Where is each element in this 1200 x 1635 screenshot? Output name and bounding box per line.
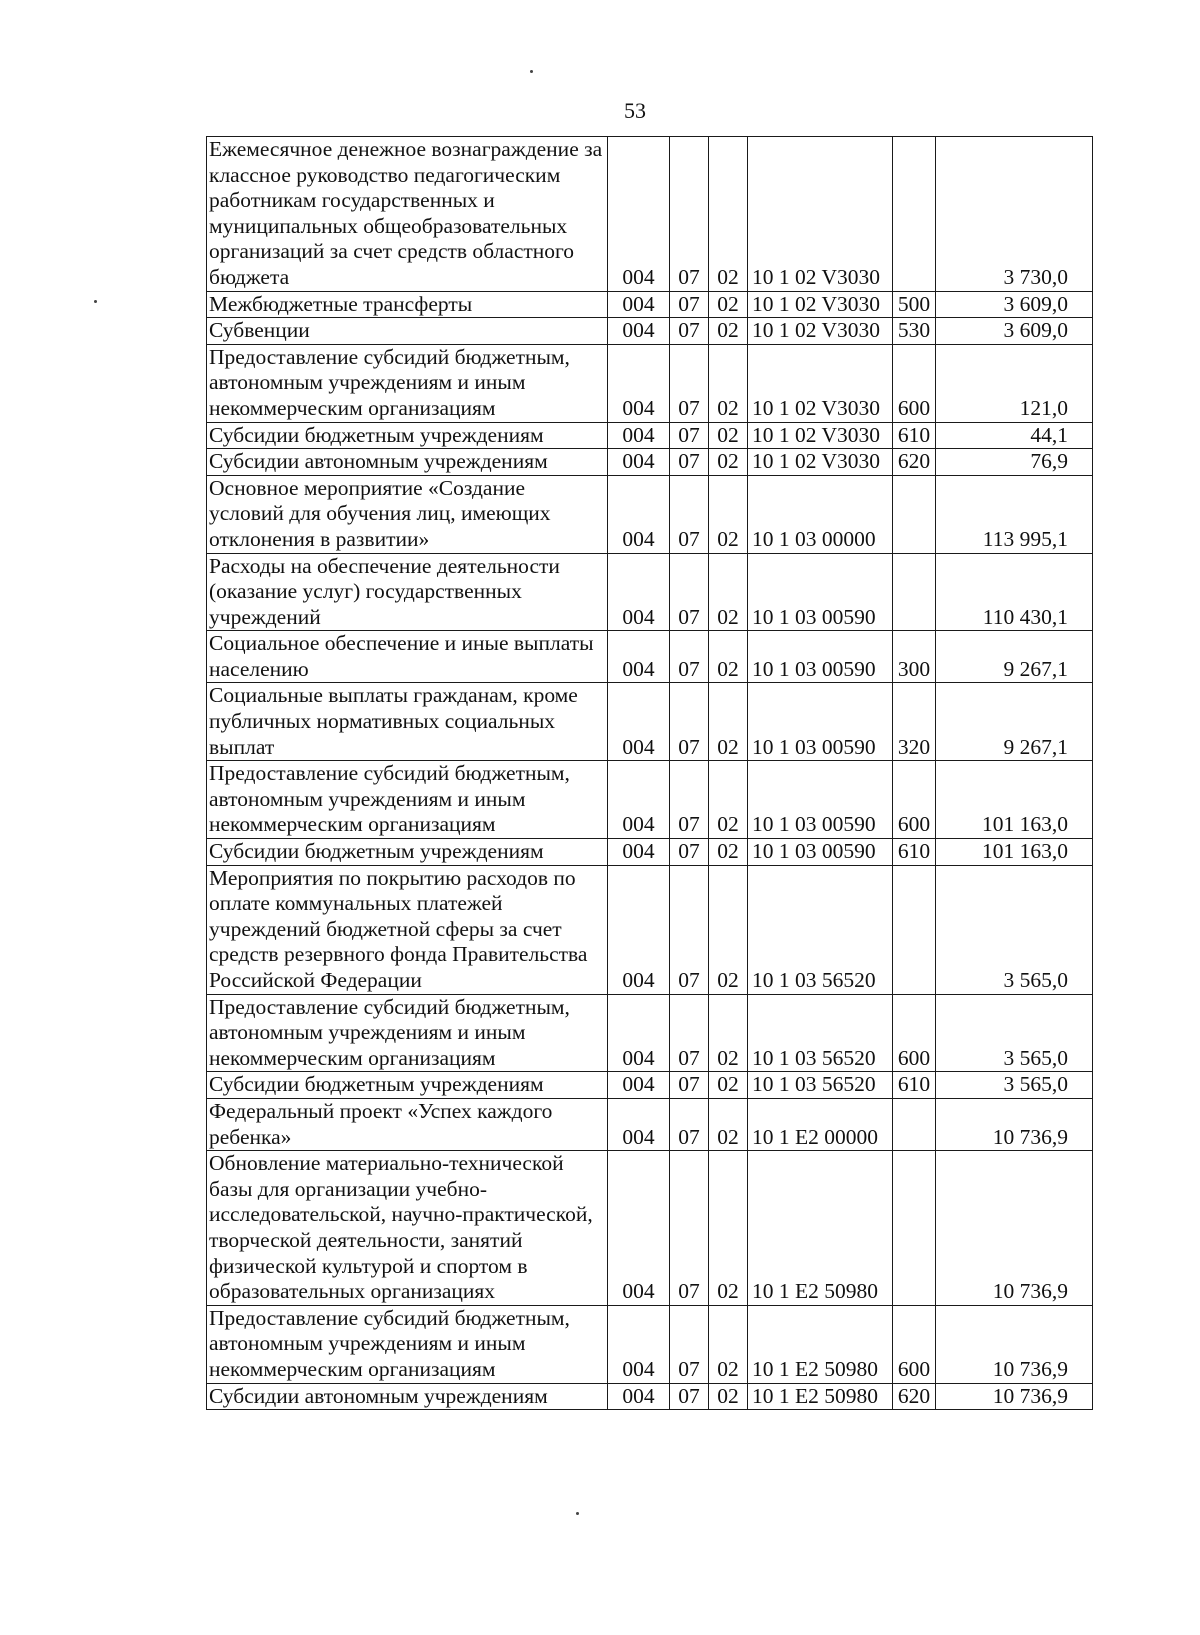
cell-sum: 3 609,0: [936, 318, 1093, 345]
cell-sum: 10 736,9: [936, 1305, 1093, 1383]
table-row: [207, 1098, 1093, 1150]
cell-rz: 07: [670, 839, 709, 866]
table-row: [207, 631, 1093, 683]
cell-name: Социальные выплаты гражданам, кроме публичных нормативных социальных выплат: [207, 683, 608, 761]
cell-csr: 10 1 03 56520: [748, 994, 893, 1072]
cell-rz: 07: [670, 1098, 709, 1150]
cell-csr: 10 1 E2 50980: [748, 1151, 893, 1306]
cell-ved: 004: [608, 449, 670, 476]
cell-name: Предоставление субсидий бюджетным, автономным учреждениям и иным некоммерческим организациям: [207, 1305, 608, 1383]
cell-ved: 004: [608, 137, 670, 292]
cell-name: Предоставление субсидий бюджетным, автономным учреждениям и иным некоммерческим организациям: [207, 344, 608, 422]
table-row: [207, 422, 1093, 449]
cell-pr: 02: [709, 761, 748, 839]
cell-rz: 07: [670, 865, 709, 994]
cell-ved: 004: [608, 1383, 670, 1410]
budget-table: [206, 136, 1093, 1410]
cell-pr: 02: [709, 449, 748, 476]
cell-pr: 02: [709, 475, 748, 553]
scan-speck: [94, 300, 97, 303]
cell-csr: 10 1 02 V3030: [748, 291, 893, 318]
cell-ved: 004: [608, 1072, 670, 1099]
cell-csr: 10 1 03 00590: [748, 631, 893, 683]
table-row: [207, 1072, 1093, 1099]
cell-rz: 07: [670, 1151, 709, 1306]
cell-pr: 02: [709, 1072, 748, 1099]
table-row: [207, 1151, 1093, 1306]
cell-sum: 121,0: [936, 344, 1093, 422]
cell-pr: 02: [709, 553, 748, 631]
scan-speck: [576, 1512, 579, 1515]
cell-name: Субсидии бюджетным учреждениям: [207, 422, 608, 449]
cell-csr: 10 1 03 56520: [748, 1072, 893, 1099]
cell-vr: 620: [893, 449, 936, 476]
cell-vr: 500: [893, 291, 936, 318]
cell-pr: 02: [709, 631, 748, 683]
cell-ved: 004: [608, 865, 670, 994]
cell-sum: 9 267,1: [936, 683, 1093, 761]
cell-vr: 320: [893, 683, 936, 761]
cell-ved: 004: [608, 683, 670, 761]
table-row: [207, 475, 1093, 553]
cell-sum: 10 736,9: [936, 1383, 1093, 1410]
cell-name: Предоставление субсидий бюджетным, автономным учреждениям и иным некоммерческим организациям: [207, 994, 608, 1072]
cell-ved: 004: [608, 291, 670, 318]
table-row: [207, 291, 1093, 318]
cell-csr: 10 1 02 V3030: [748, 137, 893, 292]
cell-rz: 07: [670, 344, 709, 422]
cell-sum: 3 730,0: [936, 137, 1093, 292]
cell-rz: 07: [670, 449, 709, 476]
cell-sum: 3 609,0: [936, 291, 1093, 318]
cell-vr: 620: [893, 1383, 936, 1410]
cell-rz: 07: [670, 1383, 709, 1410]
cell-csr: 10 1 03 00000: [748, 475, 893, 553]
cell-vr: 600: [893, 761, 936, 839]
table-row: [207, 137, 1093, 292]
cell-vr: 300: [893, 631, 936, 683]
cell-sum: 76,9: [936, 449, 1093, 476]
cell-pr: 02: [709, 839, 748, 866]
cell-ved: 004: [608, 839, 670, 866]
cell-rz: 07: [670, 422, 709, 449]
cell-name: Федеральный проект «Успех каждого ребенка»: [207, 1098, 608, 1150]
cell-pr: 02: [709, 865, 748, 994]
cell-sum: 10 736,9: [936, 1151, 1093, 1306]
cell-pr: 02: [709, 1151, 748, 1306]
cell-vr: 610: [893, 422, 936, 449]
cell-sum: 10 736,9: [936, 1098, 1093, 1150]
cell-vr: 610: [893, 1072, 936, 1099]
table-row: [207, 839, 1093, 866]
table-row: [207, 994, 1093, 1072]
cell-name: Мероприятия по покрытию расходов по оплате коммунальных платежей учреждений бюджетной сферы за счет средств резервного фонда Правительства Российской Федерации: [207, 865, 608, 994]
cell-rz: 07: [670, 318, 709, 345]
cell-ved: 004: [608, 761, 670, 839]
table-row: [207, 344, 1093, 422]
table-row: [207, 683, 1093, 761]
cell-sum: 101 163,0: [936, 761, 1093, 839]
cell-csr: 10 1 02 V3030: [748, 422, 893, 449]
cell-name: Субсидии автономным учреждениям: [207, 1383, 608, 1410]
cell-name: Субсидии бюджетным учреждениям: [207, 1072, 608, 1099]
cell-csr: 10 1 03 00590: [748, 683, 893, 761]
cell-csr: 10 1 02 V3030: [748, 449, 893, 476]
page-number: 53: [624, 98, 646, 123]
cell-name: Субсидии бюджетным учреждениям: [207, 839, 608, 866]
cell-csr: 10 1 02 V3030: [748, 318, 893, 345]
cell-ved: 004: [608, 553, 670, 631]
table-row: [207, 1383, 1093, 1410]
cell-csr: 10 1 02 V3030: [748, 344, 893, 422]
cell-rz: 07: [670, 1072, 709, 1099]
cell-sum: 44,1: [936, 422, 1093, 449]
cell-csr: 10 1 03 00590: [748, 839, 893, 866]
cell-csr: 10 1 E2 50980: [748, 1305, 893, 1383]
table-row: [207, 449, 1093, 476]
cell-name: Социальное обеспечение и иные выплаты населению: [207, 631, 608, 683]
cell-rz: 07: [670, 683, 709, 761]
cell-name: Ежемесячное денежное вознаграждение за классное руководство педагогическим работникам государственных и муниципальных общеобразовательных организаций за счет средств областного бюджета: [207, 137, 608, 292]
cell-vr: 600: [893, 994, 936, 1072]
cell-rz: 07: [670, 1305, 709, 1383]
cell-vr: 530: [893, 318, 936, 345]
cell-sum: 9 267,1: [936, 631, 1093, 683]
cell-vr: [893, 1151, 936, 1306]
cell-csr: 10 1 03 00590: [748, 553, 893, 631]
cell-sum: 113 995,1: [936, 475, 1093, 553]
scan-speck: [530, 70, 533, 73]
cell-pr: 02: [709, 137, 748, 292]
cell-name: Субвенции: [207, 318, 608, 345]
cell-ved: 004: [608, 631, 670, 683]
cell-vr: [893, 553, 936, 631]
budget-table-body: [207, 137, 1093, 1410]
cell-rz: 07: [670, 137, 709, 292]
cell-vr: [893, 475, 936, 553]
cell-rz: 07: [670, 553, 709, 631]
cell-sum: 3 565,0: [936, 994, 1093, 1072]
cell-name: Предоставление субсидий бюджетным, автономным учреждениям и иным некоммерческим организациям: [207, 761, 608, 839]
cell-ved: 004: [608, 422, 670, 449]
cell-vr: 600: [893, 344, 936, 422]
table-row: [207, 553, 1093, 631]
cell-csr: 10 1 E2 00000: [748, 1098, 893, 1150]
cell-ved: 004: [608, 1151, 670, 1306]
cell-pr: 02: [709, 683, 748, 761]
cell-vr: 600: [893, 1305, 936, 1383]
cell-name: Субсидии автономным учреждениям: [207, 449, 608, 476]
cell-vr: [893, 1098, 936, 1150]
cell-ved: 004: [608, 1098, 670, 1150]
cell-pr: 02: [709, 318, 748, 345]
cell-pr: 02: [709, 422, 748, 449]
cell-pr: 02: [709, 344, 748, 422]
table-row: [207, 318, 1093, 345]
cell-rz: 07: [670, 994, 709, 1072]
table-row: [207, 865, 1093, 994]
cell-csr: 10 1 03 56520: [748, 865, 893, 994]
cell-rz: 07: [670, 291, 709, 318]
cell-sum: 110 430,1: [936, 553, 1093, 631]
cell-sum: 3 565,0: [936, 1072, 1093, 1099]
cell-pr: 02: [709, 1098, 748, 1150]
cell-ved: 004: [608, 344, 670, 422]
cell-ved: 004: [608, 994, 670, 1072]
cell-sum: 101 163,0: [936, 839, 1093, 866]
cell-ved: 004: [608, 475, 670, 553]
cell-vr: [893, 865, 936, 994]
table-row: [207, 761, 1093, 839]
cell-pr: 02: [709, 1305, 748, 1383]
cell-rz: 07: [670, 631, 709, 683]
cell-vr: 610: [893, 839, 936, 866]
cell-name: Расходы на обеспечение деятельности (оказание услуг) государственных учреждений: [207, 553, 608, 631]
cell-rz: 07: [670, 475, 709, 553]
cell-name: Межбюджетные трансферты: [207, 291, 608, 318]
cell-csr: 10 1 E2 50980: [748, 1383, 893, 1410]
cell-name: Основное мероприятие «Создание условий для обучения лиц, имеющих отклонения в развитии»: [207, 475, 608, 553]
cell-pr: 02: [709, 994, 748, 1072]
cell-ved: 004: [608, 318, 670, 345]
cell-pr: 02: [709, 1383, 748, 1410]
cell-name: Обновление материально-технической базы для организации учебно-исследовательской, научно-практической, творческой деятельности, занятий физической культурой и спортом в образовательных организациях: [207, 1151, 608, 1306]
cell-rz: 07: [670, 761, 709, 839]
table-row: [207, 1305, 1093, 1383]
cell-ved: 004: [608, 1305, 670, 1383]
cell-csr: 10 1 03 00590: [748, 761, 893, 839]
cell-sum: 3 565,0: [936, 865, 1093, 994]
cell-pr: 02: [709, 291, 748, 318]
cell-vr: [893, 137, 936, 292]
